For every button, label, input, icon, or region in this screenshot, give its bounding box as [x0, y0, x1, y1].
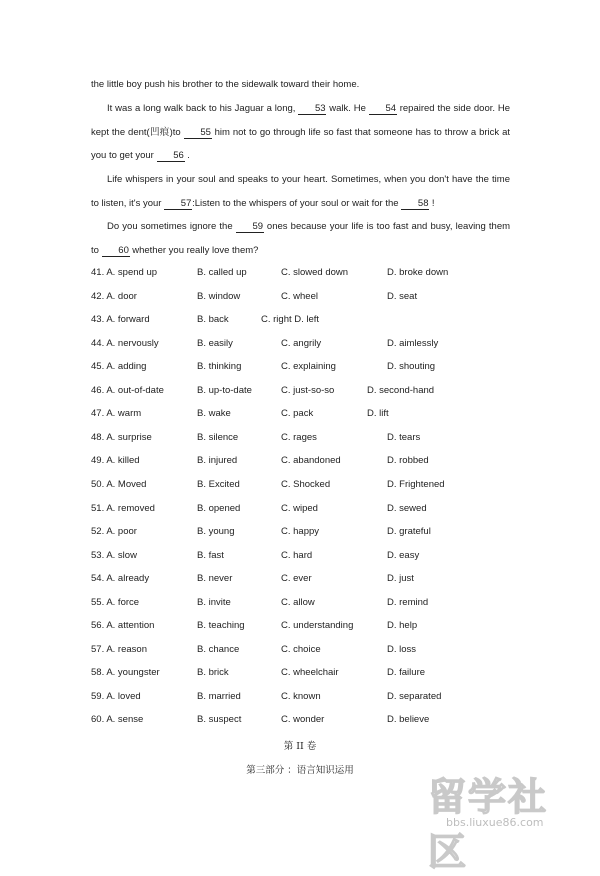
blank-58: 58 [401, 198, 429, 210]
blank-60: 60 [102, 245, 130, 257]
option-d: D. second-hand [367, 384, 435, 396]
option-b: B. silence [197, 431, 239, 443]
option-b: B. wake [197, 408, 231, 420]
question-row [91, 597, 511, 613]
option-c: C. choice [281, 643, 321, 655]
watermark-url: bbs.liuxue86.com [446, 816, 544, 829]
option-c: C. rages [281, 431, 317, 443]
option-a: 52. A. poor [91, 526, 137, 538]
option-d: D. believe [387, 714, 430, 726]
passage-paragraph-2 [91, 97, 510, 168]
option-c: C. slowed down [281, 267, 349, 278]
option-d: D. Frightened [387, 478, 445, 490]
option-c: C. ever [281, 573, 312, 585]
option-a: 41. A. spend up [91, 267, 158, 278]
option-c: C. wiped [281, 502, 318, 514]
watermark-logo-text: 留学社区 [428, 775, 549, 874]
option-c: C. pack [281, 408, 314, 420]
option-d: D. aimlessly [387, 337, 439, 349]
option-c: C. abandoned [281, 455, 341, 467]
option-d: D. just [387, 573, 414, 585]
option-b: B. married [197, 690, 241, 702]
passage-line [91, 73, 510, 97]
blank-59: 59 [236, 221, 264, 233]
option-c: C. hard [281, 549, 313, 561]
option-c: C. wonder [281, 714, 325, 726]
option-a: 51. A. removed [91, 502, 155, 514]
option-b: B. invite [197, 596, 231, 608]
question-row [91, 455, 511, 471]
option-d: D. help [387, 620, 418, 632]
passage-text: :Listen to the whispers of your soul or wait for the [192, 197, 399, 209]
question-row [91, 503, 511, 519]
option-a: 54. A. already [91, 573, 150, 585]
option-c: C. wheelchair [281, 667, 339, 679]
passage-text: It was a long walk back to his Jaguar a long, [107, 103, 296, 114]
passage-paragraph-3 [91, 168, 510, 215]
blank-53: 53 [298, 103, 326, 115]
option-b: B. easily [197, 337, 233, 349]
question-row [91, 714, 511, 730]
option-d: D. loss [387, 643, 417, 655]
option-c: C. angrily [281, 337, 322, 349]
option-a: 58. A. youngster [91, 667, 160, 679]
option-d: D. grateful [387, 526, 431, 538]
question-row [91, 550, 511, 566]
passage-text: the little boy push his brother to the sidewalk toward their home. [91, 79, 360, 90]
passage-text: whether you really love them? [132, 244, 259, 256]
option-a: 53. A. slow [91, 549, 137, 561]
question-row [91, 385, 511, 401]
question-row [91, 267, 511, 283]
option-a: 59. A. loved [91, 690, 141, 702]
option-c: C. allow [281, 596, 315, 608]
question-row [91, 408, 511, 424]
option-c: C. explaining [281, 361, 336, 373]
option-a: 47. A. warm [91, 408, 142, 420]
option-b: B. young [197, 526, 235, 538]
option-a: 42. A. door [91, 290, 137, 302]
option-b: B. suspect [197, 714, 242, 726]
option-b: B. window [197, 290, 241, 302]
passage-paragraph-4 [91, 215, 510, 262]
option-c: C. wheel [281, 290, 318, 302]
option-d: D. tears [387, 431, 421, 443]
option-a: 50. A. Moved [91, 478, 147, 490]
volume-title: 第 II 卷 [283, 741, 317, 752]
option-c: C. understanding [281, 620, 354, 632]
option-b: B. teaching [197, 620, 245, 632]
option-a: 49. A. killed [91, 455, 140, 467]
section-title: 第三部分 ：语言知识运用 [246, 765, 354, 776]
question-row [91, 620, 511, 636]
option-d: D. remind [387, 596, 429, 608]
option-a: 60. A. sense [91, 714, 144, 726]
option-c: C. Shocked [281, 478, 331, 490]
question-row [91, 526, 511, 542]
option-c: C. known [281, 690, 321, 702]
question-row [91, 691, 511, 707]
option-d: D. easy [387, 549, 420, 561]
passage-text: walk. He [329, 103, 366, 114]
option-d: D. seat [387, 290, 418, 302]
blank-56: 56 [157, 150, 185, 162]
passage-text: . [187, 150, 190, 161]
passage-text: repaired the side door. He kept the dent(凹痕)to [91, 103, 511, 138]
option-b: B. fast [197, 549, 224, 561]
question-row [91, 314, 511, 330]
passage-text: Do you sometimes ignore the [107, 221, 233, 232]
passage-text: ones because your life is too fast and busy, leaving them to [91, 221, 511, 256]
option-d: D. separated [387, 690, 442, 702]
option-b: B. opened [197, 502, 241, 514]
question-row [91, 291, 511, 307]
option-d: D. failure [387, 667, 426, 679]
option-a: 45. A. adding [91, 361, 147, 373]
option-b: B. brick [197, 667, 229, 679]
option-d: D. shouting [387, 361, 436, 373]
option-b: B. Excited [197, 478, 240, 490]
option-d: D. sewed [387, 502, 427, 514]
question-row [91, 667, 511, 683]
question-row [91, 573, 511, 589]
option-a: 57. A. reason [91, 643, 147, 655]
passage-text: ! [431, 197, 435, 209]
passage-text: Life whispers in your soul and speaks to your heart. Sometimes, when you don't have the time to listen, it's your [91, 174, 510, 209]
watermark [428, 766, 586, 874]
option-b: B. never [197, 573, 233, 585]
question-row [91, 432, 511, 448]
option-b: B. thinking [197, 361, 242, 373]
option-c: C. right D. left [261, 314, 320, 326]
blank-55: 55 [184, 127, 212, 139]
option-a: 55. A. force [91, 596, 140, 608]
option-b: B. called up [197, 267, 247, 278]
option-a: 43. A. forward [91, 314, 150, 326]
option-b: B. up-to-date [197, 384, 252, 396]
question-row [91, 338, 511, 354]
option-a: 46. A. out-of-date [91, 384, 164, 396]
option-a: 44. A. nervously [91, 337, 159, 349]
option-b: B. injured [197, 455, 238, 467]
question-row [91, 361, 511, 377]
option-a: 56. A. attention [91, 620, 155, 632]
option-d: D. robbed [387, 455, 429, 467]
passage-text: him not to go through life so fast that someone has to throw a brick at you to get your [91, 126, 511, 161]
option-a: 48. A. surprise [91, 431, 152, 443]
question-row [91, 644, 511, 660]
question-row [91, 479, 511, 495]
option-b: B. chance [197, 643, 240, 655]
blank-54: 54 [369, 103, 397, 115]
option-d: D. lift [367, 408, 389, 420]
option-d: D. broke down [387, 267, 449, 278]
option-b: B. back [197, 314, 229, 326]
option-c: C. just-so-so [281, 384, 335, 396]
option-c: C. happy [281, 526, 320, 538]
blank-57: 57 [164, 198, 192, 210]
